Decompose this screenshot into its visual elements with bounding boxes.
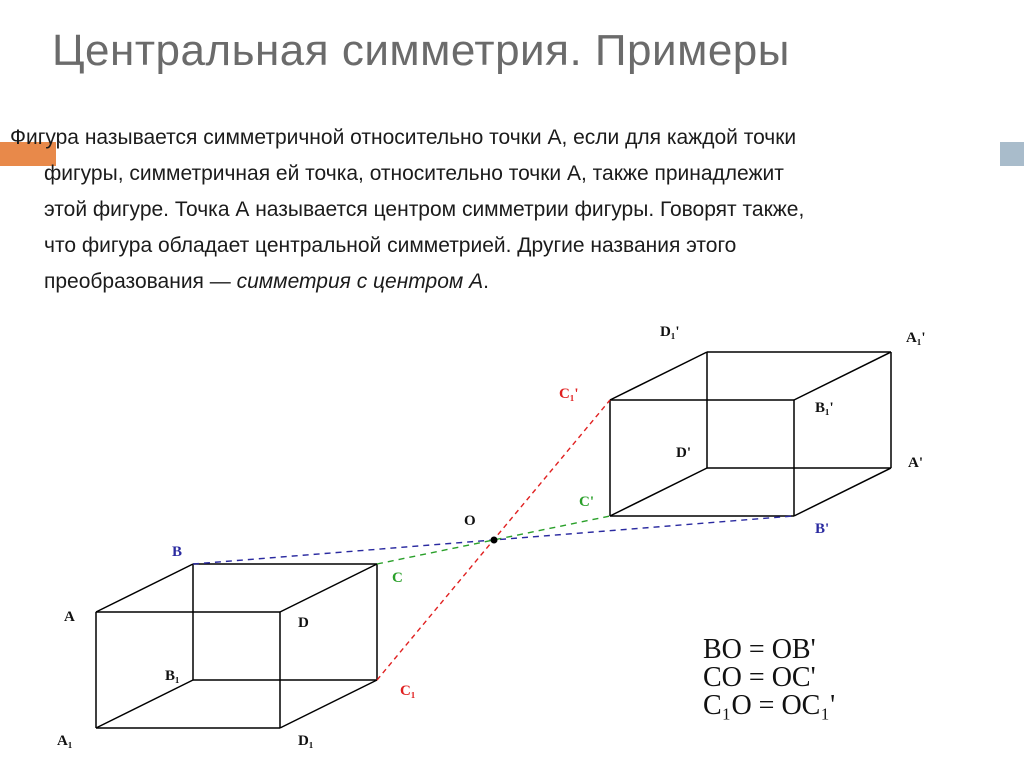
label-d: D	[298, 615, 309, 631]
label-a1: A₁	[57, 733, 73, 749]
paragraph-line-5-prefix: преобразования —	[44, 270, 237, 293]
original-cube	[96, 564, 377, 728]
paragraph-line-2: фигуры, симметричная ей точка, относительно точки А, также принадлежит	[44, 162, 784, 185]
label-d1-prime: D₁'	[660, 324, 680, 340]
cube-edge	[96, 680, 193, 728]
label-b1: B₁	[165, 668, 180, 684]
label-c: C	[392, 570, 403, 586]
paragraph-line-5-suffix: .	[483, 270, 489, 293]
cube-edge	[794, 352, 891, 400]
cube-edge	[610, 468, 707, 516]
equation-co: CO = OC'	[703, 662, 816, 693]
cube-edge	[96, 564, 193, 612]
label-a-prime: A'	[908, 455, 923, 471]
label-b: B	[172, 544, 183, 560]
page-title: Центральная симметрия. Примеры	[52, 26, 790, 75]
label-o: O	[464, 513, 476, 529]
equation-c1o: C₁O = OC₁'	[703, 690, 836, 721]
paragraph-line-1: Фигура называется симметричной относительно точки А, если для каждой точки	[10, 126, 797, 149]
label-d1: D₁	[298, 733, 314, 749]
equation-bo: BO = OB'	[703, 634, 816, 665]
center-point-o	[491, 537, 498, 544]
cube-edge	[610, 352, 707, 400]
label-c1-prime: C₁'	[559, 386, 579, 402]
label-c1: C₁	[400, 683, 416, 699]
cube-edge	[280, 680, 377, 728]
label-a: A	[64, 609, 75, 625]
label-c-prime: C'	[579, 494, 594, 510]
paragraph-line-5-italic: симметрия с центром А	[236, 270, 484, 293]
paragraph-line-4: что фигура обладает центральной симметрией. Другие названия этого	[44, 234, 737, 257]
label-d-prime: D'	[676, 445, 691, 461]
cube-edge	[280, 564, 377, 612]
label-a1-prime: A₁'	[906, 330, 926, 346]
paragraph-line-3: этой фигуре. Точка А называется центром симметрии фигуры. Говорят также,	[44, 198, 805, 221]
cube-edge	[794, 468, 891, 516]
reflected-cube	[610, 352, 891, 516]
label-b1-prime: B₁'	[815, 400, 834, 416]
label-b-prime: B'	[815, 521, 830, 537]
